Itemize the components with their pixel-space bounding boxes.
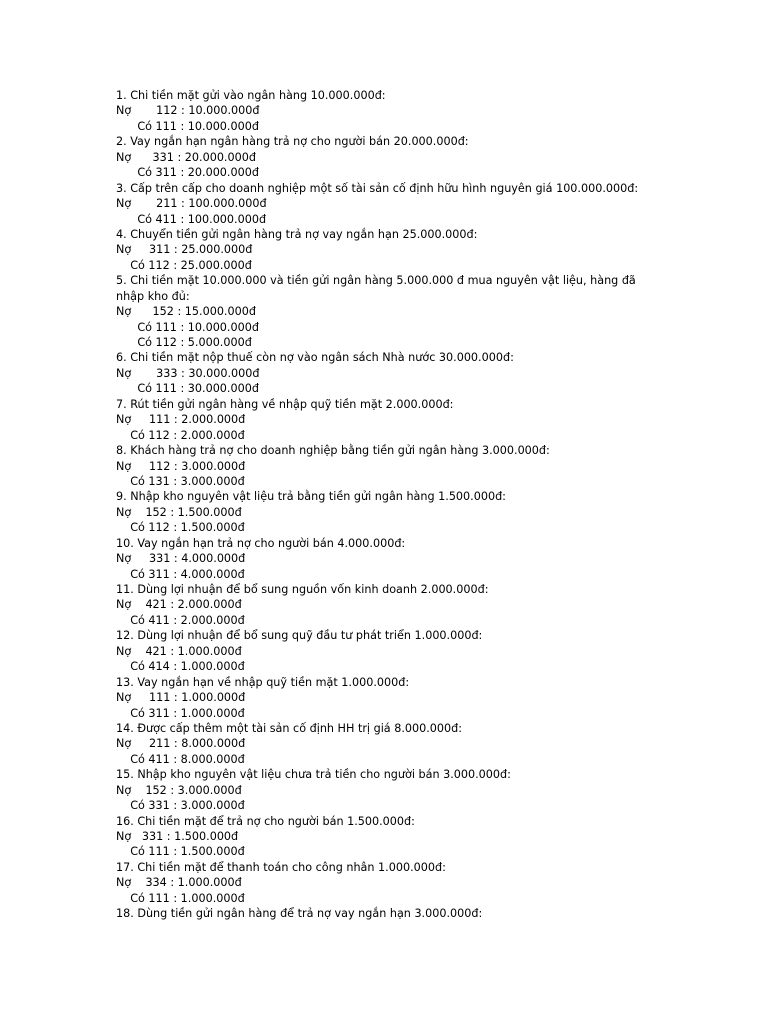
text-line: Nợ 152 : 1.500.000đ: [116, 505, 242, 519]
text-line: 17. Chi tiền mặt để thanh toán cho công nhân 1.000.000đ:: [116, 860, 446, 874]
text-line: Có 331 : 3.000.000đ: [116, 799, 245, 813]
text-line: 4. Chuyển tiền gửi ngân hàng trả nợ vay ngắn hạn 25.000.000đ:: [116, 227, 478, 241]
text-line: Có 311 : 4.000.000đ: [116, 567, 245, 581]
text-line: 1. Chi tiền mặt gửi vào ngân hàng 10.000.000đ:: [116, 89, 386, 102]
text-line: 3. Cấp trên cấp cho doanh nghiệp một số tài sản cố định hữu hình nguyên giá 100.000.000đ:: [116, 181, 639, 195]
text-line: Nợ 331 : 4.000.000đ: [116, 552, 246, 566]
text-line: 2. Vay ngắn hạn ngân hàng trả nợ cho người bán 20.000.000đ:: [116, 135, 469, 149]
text-line: Nợ 311 : 25.000.000đ: [116, 243, 253, 257]
text-line: 16. Chi tiền mặt để trả nợ cho người bán 1.500.000đ:: [116, 814, 415, 828]
text-line: Nợ 334 : 1.000.000đ: [116, 876, 242, 890]
text-line: Nợ 331 : 20.000.000đ: [116, 150, 256, 164]
text-line: Có 111 : 30.000.000đ: [116, 382, 259, 396]
text-line: Có 112 : 5.000.000đ: [116, 336, 252, 350]
text-line: Nợ 421 : 2.000.000đ: [116, 598, 242, 612]
text-line: 9. Nhập kho nguyên vật liệu trả bằng tiền gửi ngân hàng 1.500.000đ:: [116, 490, 506, 504]
text-line: 12. Dùng lợi nhuận để bổ sung quỹ đầu tư phát triển 1.000.000đ:: [116, 629, 483, 643]
text-line: Nợ 111 : 1.000.000đ: [116, 691, 246, 705]
text-line: Nợ 152 : 3.000.000đ: [116, 783, 242, 797]
text-line: Nợ 112 : 10.000.000đ: [116, 104, 260, 118]
text-line: 7. Rút tiền gửi ngân hàng về nhập quỹ tiền mặt 2.000.000đ:: [116, 397, 454, 411]
text-line: Có 112 : 2.000.000đ: [116, 428, 245, 442]
text-line: 6. Chi tiền mặt nộp thuế còn nợ vào ngân sách Nhà nước 30.000.000đ:: [116, 351, 514, 365]
text-line: Nợ 152 : 15.000.000đ: [116, 305, 256, 319]
text-line: Có 111 : 10.000.000đ: [116, 119, 259, 133]
text-line: Có 311 : 1.000.000đ: [116, 706, 245, 720]
text-line: Có 411 : 2.000.000đ: [116, 613, 245, 627]
text-line: Có 311 : 20.000.000đ: [116, 166, 259, 180]
text-line: Nợ 211 : 100.000.000đ: [116, 197, 267, 211]
text-line: Có 112 : 1.500.000đ: [116, 521, 245, 535]
text-line: Nợ 421 : 1.000.000đ: [116, 644, 242, 658]
text-line: Nợ 333 : 30.000.000đ: [116, 366, 260, 380]
text-line: Có 111 : 1.000.000đ: [116, 891, 245, 905]
text-line: Có 111 : 10.000.000đ: [116, 320, 259, 334]
text-line: Nợ 112 : 3.000.000đ: [116, 459, 246, 473]
text-line: 14. Được cấp thêm một tài sản cố định HH trị giá 8.000.000đ:: [116, 721, 463, 735]
text-line: Nợ 111 : 2.000.000đ: [116, 413, 246, 427]
text-line: Có 414 : 1.000.000đ: [116, 660, 245, 674]
text-line: 5. Chi tiền mặt 10.000.000 và tiền gửi ngân hàng 5.000.000 đ mua nguyên vật liệu, hàng đã nhập kho đủ:: [116, 274, 636, 303]
text-line: Có 112 : 25.000.000đ: [116, 258, 252, 272]
text-line: 10. Vay ngắn hạn trả nợ cho người bán 4.000.000đ:: [116, 536, 406, 550]
document-body: [116, 88, 656, 937]
text-line: 8. Khách hàng trả nợ cho doanh nghiệp bằng tiền gửi ngân hàng 3.000.000đ:: [116, 444, 550, 458]
text-line: Có 411 : 8.000.000đ: [116, 752, 245, 766]
text-line: 13. Vay ngắn hạn về nhập quỹ tiền mặt 1.000.000đ:: [116, 675, 410, 689]
text-line: Nợ 211 : 8.000.000đ: [116, 737, 246, 751]
text-line: Có 111 : 1.500.000đ: [116, 845, 245, 859]
text-line: 18. Dùng tiền gửi ngân hàng để trả nợ vay ngắn hạn 3.000.000đ:: [116, 907, 483, 921]
text-line: Nợ 331 : 1.500.000đ: [116, 830, 239, 844]
text-line: [116, 922, 656, 937]
text-line: Có 411 : 100.000.000đ: [116, 212, 267, 226]
text-line: 11. Dùng lợi nhuận để bổ sung nguồn vốn kinh doanh 2.000.000đ:: [116, 583, 489, 597]
text-line: Có 131 : 3.000.000đ: [116, 474, 245, 488]
text-line: 15. Nhập kho nguyên vật liệu chưa trả tiền cho người bán 3.000.000đ:: [116, 768, 511, 782]
